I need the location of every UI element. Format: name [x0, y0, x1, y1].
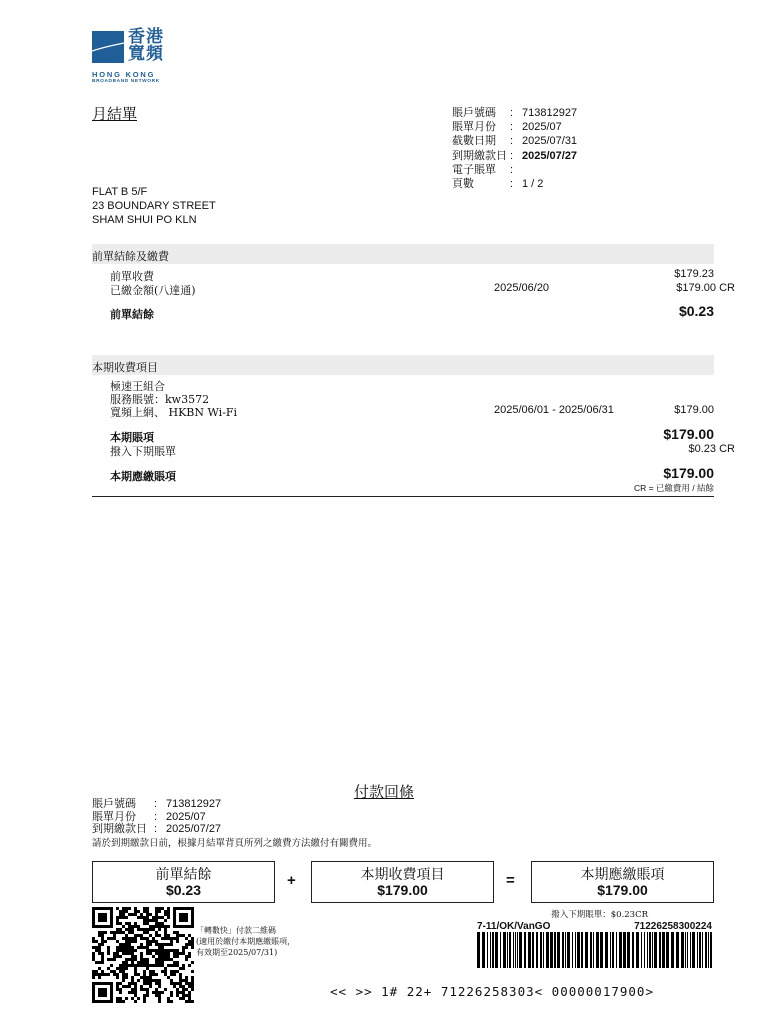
logo-mark — [92, 31, 124, 63]
info-value: 1 / 2 — [522, 178, 544, 190]
account-info-row — [452, 134, 577, 148]
info-label: 賬單月份 — [452, 120, 496, 134]
info-label: 到期繳款日 — [452, 148, 507, 162]
divider — [92, 496, 714, 497]
page-title: 月結單 — [92, 105, 138, 123]
service-account: 服務賬號：kw3572 — [110, 393, 210, 406]
info-value: 2025/07/27 — [522, 149, 578, 162]
payment-notice: 請於到期繳款日前，根據月結單背頁所列之繳費方法繳付有關費用。 — [92, 838, 378, 849]
prev-balance-box — [92, 861, 275, 903]
current-section-title: 本期收費項目 — [92, 361, 158, 374]
amount-due-box-value: $179.00 — [597, 882, 648, 898]
paid-label: 已繳金額(八達通) — [110, 284, 196, 297]
address-line-3: SHAM SHUI PO KLN — [92, 214, 197, 226]
equals-sign: = — [506, 872, 515, 889]
info-label: 電子賬單 — [452, 162, 496, 176]
item-amount: $179.00 — [674, 404, 714, 416]
carry-forward-label: 撥入下期賬單 — [110, 445, 176, 458]
address-line-2: 23 BOUNDARY STREET — [92, 200, 216, 212]
plus-sign: + — [287, 872, 296, 889]
slip-info-label: 到期繳款日 — [92, 822, 147, 835]
prev-balance-box-caption: 前單結餘 — [155, 867, 212, 883]
item-period: 2025/06/01 - 2025/06/31 — [494, 404, 614, 416]
barcode-left-label: 7-11/OK/VanGO — [477, 921, 551, 932]
micr-line: << >> 1# 22+ 71226258303< 00000017900> — [330, 984, 654, 999]
prev-section-header — [92, 244, 714, 264]
prev-charge-label: 前單收費 — [110, 270, 154, 283]
amount-due-label: 本期應繳賬項 — [110, 470, 176, 483]
prev-balance-amount: $0.23 — [678, 303, 714, 319]
barcode-right-label: 71226258300224 — [634, 921, 712, 932]
account-info-row — [452, 163, 522, 177]
current-charge-amount: $179.00 — [663, 426, 714, 442]
logo-cjk — [128, 28, 164, 62]
logo-cjk-line1: 香港 — [128, 27, 164, 46]
amount-due-box — [531, 861, 714, 903]
paid-date: 2025/06/20 — [494, 282, 550, 294]
payment-barcode — [477, 932, 713, 968]
current-charge-label: 本期賬項 — [110, 431, 154, 444]
prev-balance-box-value: $0.23 — [165, 882, 202, 898]
carry-forward-note: 撥入下期賬單：$0.23CR — [551, 910, 648, 920]
item-label: 寬頻上網、 HKBN Wi-Fi — [110, 406, 238, 419]
slip-info-value: 2025/07 — [166, 810, 206, 823]
prev-charge-amount: $179.23 — [674, 268, 714, 280]
info-colon: : — [510, 163, 514, 176]
payment-slip-title: 付款回條 — [353, 783, 414, 801]
account-info-row — [452, 120, 562, 134]
info-label: 賬戶號碼 — [452, 106, 496, 119]
account-info-row — [452, 177, 543, 191]
slip-info-value: 713812927 — [166, 798, 222, 810]
info-colon: : — [510, 135, 514, 148]
plan-name: 極速王組合 — [110, 380, 165, 393]
account-info-row — [452, 106, 577, 120]
address-line-1: FLAT B 5/F — [92, 186, 148, 198]
slip-info-colon: : — [154, 823, 158, 835]
qr-note-1: 「轉數快」付款二維碼 — [196, 926, 276, 935]
info-colon: : — [510, 121, 514, 134]
info-value: 2025/07 — [522, 121, 562, 134]
qr-note-2: (適用於繳付本期應繳賬項， — [196, 937, 296, 946]
qr-note-3: 有效期至2025/07/31) — [196, 948, 278, 957]
cr-note: CR = 已繳費用 / 結餘 — [633, 483, 714, 493]
account-info-row — [452, 149, 577, 163]
logo-en-sub: BROADBAND NETWORK — [92, 79, 160, 84]
info-value: 2025/07/31 — [522, 135, 578, 148]
info-colon: : — [510, 178, 514, 190]
current-charges-box-caption: 本期收費項目 — [360, 867, 445, 883]
amount-due-box-caption: 本期應繳賬項 — [580, 867, 665, 883]
slip-info-row — [92, 822, 221, 836]
info-colon: : — [510, 149, 514, 162]
info-label: 截數日期 — [452, 134, 496, 148]
amount-due: $179.00 — [663, 465, 714, 481]
fps-qr-code — [92, 907, 194, 1003]
logo-en: HONG KONG — [92, 70, 156, 79]
current-charges-box — [311, 861, 494, 903]
slip-info-label: 賬戶號碼 — [92, 797, 136, 810]
current-section-header — [92, 355, 714, 375]
logo-cjk-line2: 寬頻 — [128, 44, 164, 63]
slip-info-label: 賬單月份 — [92, 809, 136, 823]
paid-amount: $179.00 CR — [676, 282, 735, 294]
slip-info-colon: : — [154, 798, 158, 810]
slip-info-value: 2025/07/27 — [166, 823, 222, 835]
info-colon: : — [510, 107, 514, 119]
prev-section-title: 前單結餘及繳費 — [92, 250, 169, 263]
current-charges-box-value: $179.00 — [377, 882, 428, 898]
slip-info-colon: : — [154, 810, 158, 823]
info-label: 頁數 — [452, 177, 474, 190]
prev-balance-label: 前單結餘 — [110, 308, 154, 321]
carry-forward-amount: $0.23 CR — [688, 443, 735, 455]
info-value: 713812927 — [522, 107, 578, 119]
